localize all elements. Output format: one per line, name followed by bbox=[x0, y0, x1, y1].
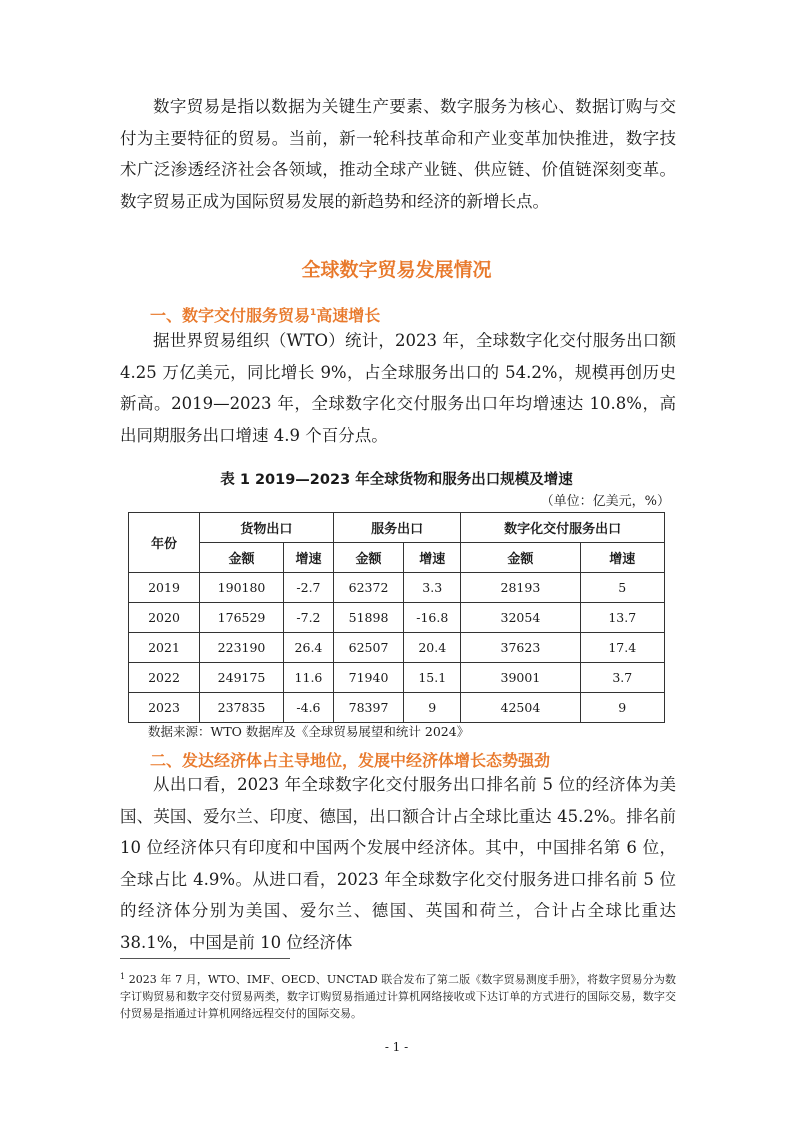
services-export-header: 服务出口 bbox=[333, 513, 460, 543]
goods-export-header: 货物出口 bbox=[200, 513, 334, 543]
digital-export-header: 数字化交付服务出口 bbox=[461, 513, 665, 543]
footnote-text: 2023 年 7 月，WTO、IMF、OECD、UNCTAD 联合发布了第二版《数字贸易测度手册》，将数字贸易分为数字订购贸易和数字交付贸易两类，数字订购贸易指通过计算机网络接收或下达订单的方式进行的国际交易，数字交付贸易是指通过计算机网络远程交付的国际交易。 bbox=[120, 973, 676, 1020]
table-source: 数据来源：WTO 数据库及《全球贸易展望和统计 2024》 bbox=[148, 724, 470, 739]
services-amount-cell: 78397 bbox=[333, 693, 403, 723]
services-growth-cell: 20.4 bbox=[404, 633, 461, 663]
table-unit: （单位：亿美元，%） bbox=[540, 494, 670, 509]
paragraph-2: 从出口看，2023 年全球数字化交付服务出口排名前 5 位的经济体为美国、英国、爱尔兰、印度、德国，出口额合计占全球比重达 45.2%。排名前 10 位经济体只有印度和中国两个发展中经济体。其中，中国排名第 6 位，全球占比 4.9%。从进口看，2023 年全球数字化交付服务进口排名前 5 位的经济体分别为美国、爱尔兰、德国、英国和荷兰，合计占全球比重达 38.1%，中国是前 10 位经济体 bbox=[120, 775, 676, 952]
services-amount-cell: 62372 bbox=[333, 573, 403, 603]
goods-growth-cell: -2.7 bbox=[284, 573, 334, 603]
heading-2: 二、发达经济体占主导地位，发展中经济体增长态势强劲 bbox=[150, 751, 551, 770]
footnote-mark: 1 bbox=[120, 972, 126, 981]
digital-amount-cell: 32054 bbox=[461, 603, 580, 633]
services-growth-cell: -16.8 bbox=[404, 603, 461, 633]
goods-amount-cell: 176529 bbox=[200, 603, 284, 633]
digital-growth-cell: 9 bbox=[580, 693, 664, 723]
table-row bbox=[129, 693, 665, 723]
page-number: - 1 - bbox=[384, 1040, 409, 1054]
paragraph-1: 据世界贸易组织（WTO）统计，2023 年，全球数字化交付服务出口额 4.25 万亿美元，同比增长 9%，占全球服务出口的 54.2%，规模再创历史新高。2019—2023 年，全球数字化交付服务出口年均增速达 10.8%，高出同期服务出口增速 4.9 个百分点。 bbox=[120, 331, 676, 445]
table-row bbox=[129, 633, 665, 663]
goods-growth-cell: -7.2 bbox=[284, 603, 334, 633]
services-amount-header: 金额 bbox=[333, 543, 403, 573]
services-growth-header: 增速 bbox=[404, 543, 461, 573]
footnote-divider bbox=[120, 958, 290, 959]
year-header: 年份 bbox=[129, 513, 200, 573]
digital-amount-cell: 37623 bbox=[461, 633, 580, 663]
intro-paragraph: 数字贸易是指以数据为关键生产要素、数字服务为核心、数据订购与交付为主要特征的贸易。当前，新一轮科技革命和产业变革加快推进，数字技术广泛渗透经济社会各领域，推动全球产业链、供应链、价值链深刻变革。数字贸易正成为国际贸易发展的新趋势和经济的新增长点。 bbox=[120, 97, 676, 211]
year-cell: 2022 bbox=[129, 663, 200, 693]
table-title: 表 1 2019—2023 年全球货物和服务出口规模及增速 bbox=[220, 472, 573, 488]
footnote-reference[interactable]: 1 bbox=[310, 308, 317, 318]
goods-amount-cell: 237835 bbox=[200, 693, 284, 723]
digital-growth-header: 增速 bbox=[580, 543, 664, 573]
digital-growth-cell: 13.7 bbox=[580, 603, 664, 633]
year-cell: 2020 bbox=[129, 603, 200, 633]
services-growth-cell: 3.3 bbox=[404, 573, 461, 603]
heading-1-text-after: 高速增长 bbox=[316, 306, 381, 325]
goods-growth-cell: -4.6 bbox=[284, 693, 334, 723]
services-amount-cell: 71940 bbox=[333, 663, 403, 693]
services-amount-cell: 62507 bbox=[333, 633, 403, 663]
table-row bbox=[129, 663, 665, 693]
goods-amount-cell: 223190 bbox=[200, 633, 284, 663]
export-table bbox=[128, 512, 665, 723]
digital-growth-cell: 17.4 bbox=[580, 633, 664, 663]
services-growth-cell: 9 bbox=[404, 693, 461, 723]
goods-growth-header: 增速 bbox=[284, 543, 334, 573]
heading-1-text: 一、数字交付服务贸易 bbox=[150, 306, 311, 325]
digital-amount-cell: 39001 bbox=[461, 663, 580, 693]
goods-amount-cell: 249175 bbox=[200, 663, 284, 693]
goods-amount-cell: 190180 bbox=[200, 573, 284, 603]
goods-growth-cell: 26.4 bbox=[284, 633, 334, 663]
year-cell: 2021 bbox=[129, 633, 200, 663]
goods-growth-cell: 11.6 bbox=[284, 663, 334, 693]
digital-amount-cell: 42504 bbox=[461, 693, 580, 723]
digital-growth-cell: 3.7 bbox=[580, 663, 664, 693]
digital-amount-header: 金额 bbox=[461, 543, 580, 573]
heading-1 bbox=[150, 303, 380, 326]
digital-amount-cell: 28193 bbox=[461, 573, 580, 603]
year-cell: 2023 bbox=[129, 693, 200, 723]
digital-growth-cell: 5 bbox=[580, 573, 664, 603]
table-row bbox=[129, 603, 665, 633]
table-row bbox=[129, 573, 665, 603]
footnote bbox=[120, 968, 676, 1022]
goods-amount-header: 金额 bbox=[200, 543, 284, 573]
services-growth-cell: 15.1 bbox=[404, 663, 461, 693]
year-cell: 2019 bbox=[129, 573, 200, 603]
section-title: 全球数字贸易发展情况 bbox=[301, 259, 492, 281]
services-amount-cell: 51898 bbox=[333, 603, 403, 633]
